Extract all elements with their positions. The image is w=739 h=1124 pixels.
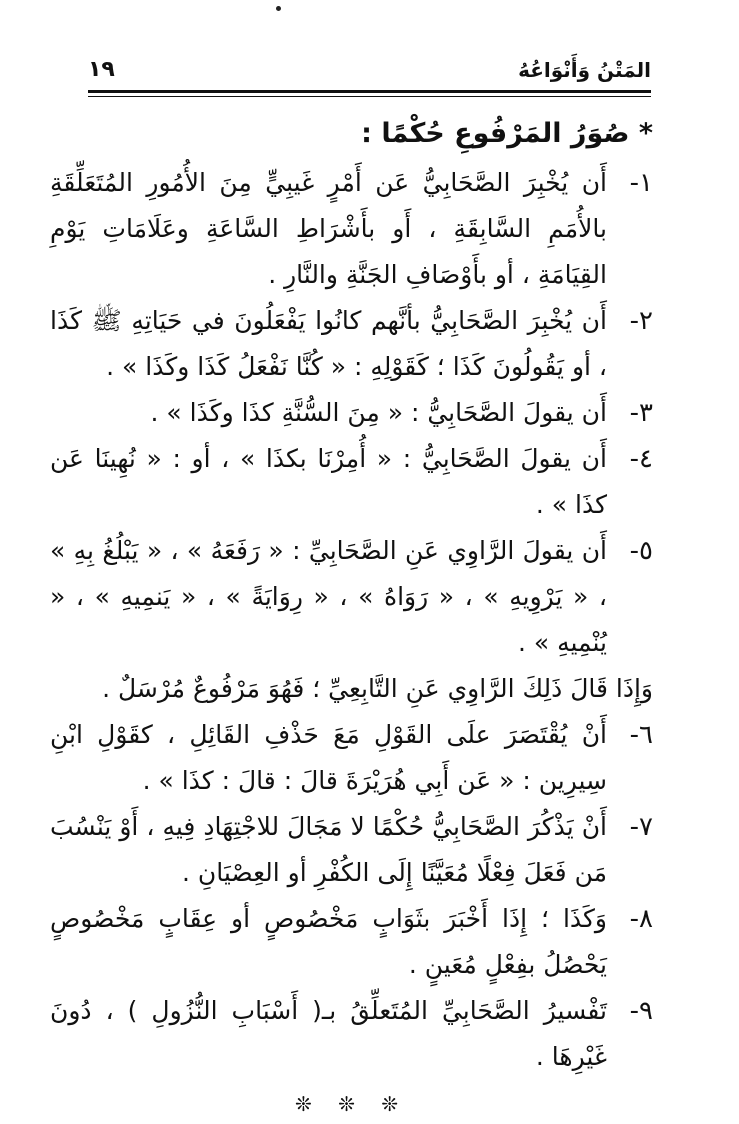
item-number: ١- bbox=[629, 168, 653, 198]
page-number: ١٩ bbox=[88, 57, 115, 82]
item-text: أَن يُخْبِرَ الصَّحَابِيُّ بأنَّهم كانُوا يَفْعَلُونَ في حَيَاتِهِ ﷺ كَذَا ، أو يَقُولُونَ كَذَا ؛ كَقَوْلِهِ : « كُنَّا نَفْعَلُ كَذَا وكَذَا » . bbox=[50, 306, 607, 381]
running-title: المَتْنُ وَأَنْوَاعُهُ bbox=[518, 58, 651, 82]
item-text: أَنْ يَذْكُرَ الصَّحَابِيُّ حُكْمًا لا مَجَالَ للاجْتِهَادِ فِيهِ ، أَوْ يَنْسُبَ مَن فَعَلَ فِعْلًا مُعَيَّنًا إِلَى الكُفْرِ أو العِصْيَانِ . bbox=[50, 812, 607, 887]
list-item-4 bbox=[50, 436, 653, 528]
item-number: ٧- bbox=[629, 812, 653, 842]
list-item-2 bbox=[50, 298, 653, 390]
page-header bbox=[88, 52, 651, 88]
item-number: ٩- bbox=[629, 996, 653, 1026]
header-rule-thick bbox=[88, 90, 651, 93]
item-number: ٥- bbox=[629, 536, 653, 566]
item-text: أَنْ يُقْتَصَرَ علَى القَوْلِ مَعَ حَذْفِ القَائِلِ ، كقَوْلِ ابْنِ سِيرِين : « عَن أَبِي هُرَيْرَةَ قالَ : قالَ : كذَا » . bbox=[50, 720, 607, 795]
page-content bbox=[50, 112, 653, 1124]
list-item-5 bbox=[50, 528, 653, 666]
item-text: تَفْسيرُ الصَّحَابِيِّ المُتَعلِّقُ بـ( أَسْبَابِ النُّزُولِ ) ، دُونَ غَيْرِهَا . bbox=[50, 996, 607, 1071]
item-text: وَكَذَا ؛ إِذَا أَخْبَرَ بثَوَابٍ مَخْصُوصٍ أو عِقَابٍ مَخْصُوصٍ يَحْصُلُ بفِعْلٍ مُعَينٍ . bbox=[50, 904, 607, 979]
item-number: ٣- bbox=[629, 398, 653, 428]
ink-dot bbox=[276, 6, 281, 11]
list-item-7 bbox=[50, 804, 653, 896]
section-separator: ❊ ❊ ❊ bbox=[295, 1092, 408, 1116]
list-item-3 bbox=[50, 390, 653, 436]
item-text: أَن يقولَ الصَّحَابِيُّ : « مِنَ السُّنَّةِ كذَا وكَذَا » . bbox=[150, 398, 607, 427]
header-rule-thin bbox=[88, 96, 651, 97]
list-item-9 bbox=[50, 988, 653, 1080]
item-number: ٨- bbox=[629, 904, 653, 934]
item-text: أَن يقولَ الرَّاوِي عَنِ الصَّحَابِيِّ : « رَفَعَهُ » ، « يَبْلُغُ بِهِ » ، « يَرْوِيهِ » ، « رَوَاهُ » ، « رِوَايَةً » ، « يَنمِيهِ » ، « يُنْمِيهِ » . bbox=[50, 536, 607, 657]
item-number: ٦- bbox=[629, 720, 653, 750]
mursal-note: وَإِذَا قَالَ ذَلِكَ الرَّاوِي عَنِ التَّابِعِيِّ ؛ فَهُوَ مَرْفُوعٌ مُرْسَلٌ . bbox=[102, 674, 653, 703]
item-text: أَن يقولَ الصَّحَابِيُّ : « أُمِرْنَا بكذَا » ، أو : « نُهِينَا عَن كذَا » . bbox=[50, 444, 607, 519]
list-item-8 bbox=[50, 896, 653, 988]
section-heading: * صُوَرُ المَرْفُوعِ حُكْمًا : bbox=[361, 118, 653, 149]
item-number: ٤- bbox=[629, 444, 653, 474]
item-text: أَن يُخْبِرَ الصَّحَابِيُّ عَن أَمْرٍ غَيبِيٍّ مِنَ الأُمُورِ المُتَعَلِّقَةِ بالأُمَمِ السَّابِقَةِ ، أَو بأَشْرَاطِ السَّاعَةِ وعَلَامَاتِ يَوْمِ القِيَامَةِ ، أو بأَوْصَافِ الجَنَّةِ والنَّارِ . bbox=[50, 168, 607, 289]
list-item-6 bbox=[50, 712, 653, 804]
list-item-1 bbox=[50, 160, 653, 298]
item-number: ٢- bbox=[629, 306, 653, 336]
